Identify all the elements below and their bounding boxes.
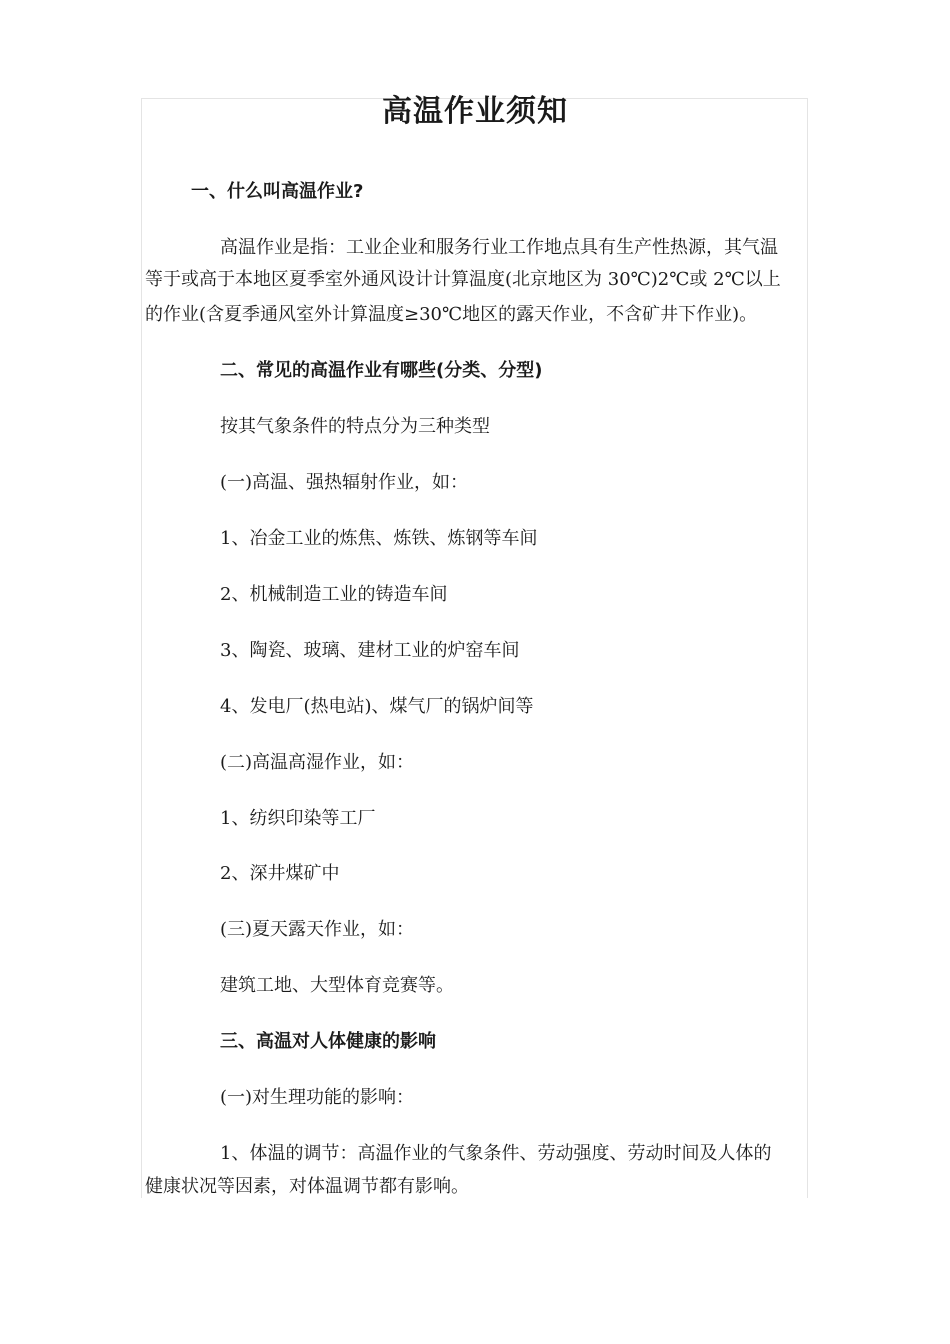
type1-label: (一)高温、强热辐射作业，如： (220, 472, 469, 493)
section3-heading: 三、高温对人体健康的影响 (220, 1031, 436, 1052)
section3-item1-line-2: 健康状况等因素，对体温调节都有影响。 (145, 1176, 469, 1197)
type1-item-3: 3、陶瓷、玻璃、建材工业的炉窑车间 (220, 640, 520, 661)
type2-label: (二)高温高湿作业，如： (220, 752, 415, 773)
type2-item-1: 1、纺织印染等工厂 (220, 808, 376, 829)
type1-item-4: 4、发电厂(热电站)、煤气厂的锅炉间等 (220, 696, 534, 717)
type3-label: (三)夏天露天作业，如： (220, 919, 415, 940)
type1-item-2: 2、机械制造工业的铸造车间 (220, 584, 448, 605)
section1-paragraph-line-3: 的作业(含夏季通风室外计算温度≥30℃地区的露天作业，不含矿井下作业)。 (145, 304, 758, 325)
section1-paragraph-line-1: 高温作业是指：工业企业和服务行业工作地点具有生产性热源，其气温 (220, 237, 778, 258)
document-title: 高温作业须知 (382, 94, 568, 129)
type2-item-2: 2、深井煤矿中 (220, 863, 340, 884)
section3-sub1: (一)对生理功能的影响： (220, 1087, 415, 1108)
section2-intro: 按其气象条件的特点分为三种类型 (220, 416, 490, 437)
type1-item-1: 1、冶金工业的炼焦、炼铁、炼钢等车间 (220, 528, 538, 549)
section1-paragraph-line-2: 等于或高于本地区夏季室外通风设计计算温度(北京地区为 30℃)2℃或 2℃以上 (145, 269, 781, 290)
type3-item-1: 建筑工地、大型体育竞赛等。 (220, 975, 454, 996)
section1-heading: 一、什么叫高温作业? (191, 181, 364, 202)
section2-heading: 二、常见的高温作业有哪些(分类、分型) (220, 360, 543, 381)
section3-item1-line-1: 1、体温的调节：高温作业的气象条件、劳动强度、劳动时间及人体的 (220, 1143, 772, 1164)
